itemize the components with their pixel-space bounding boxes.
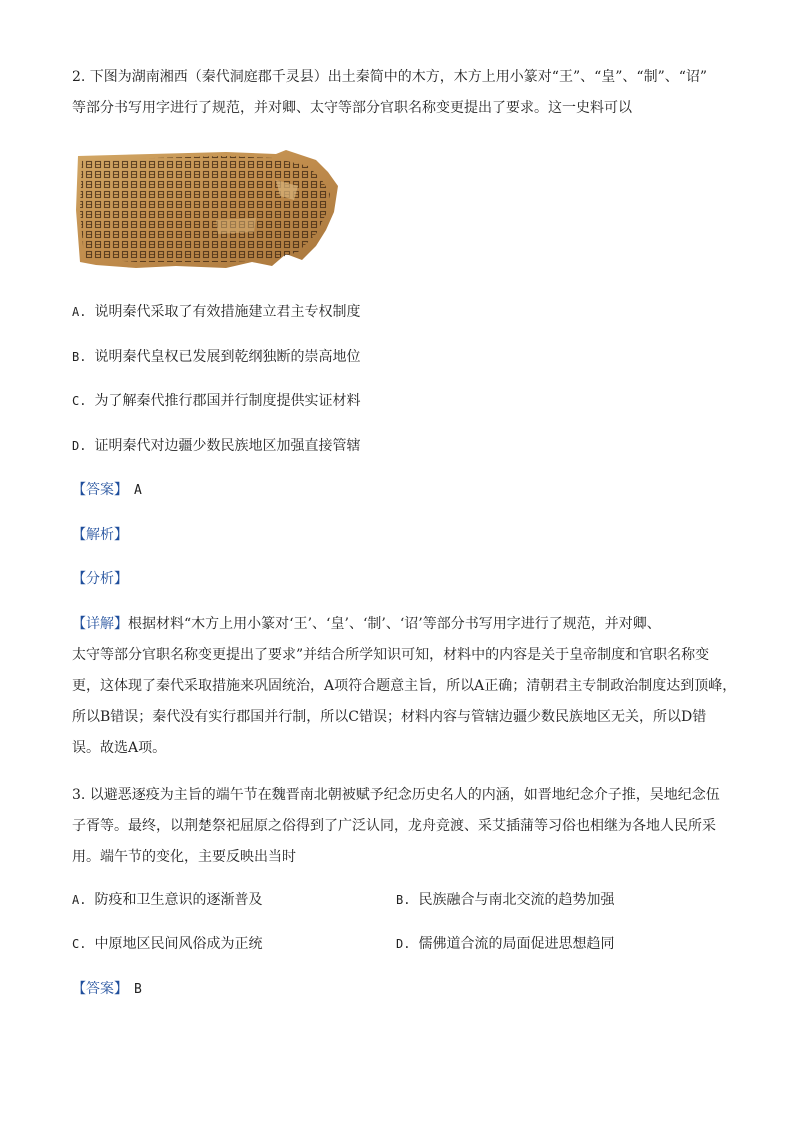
q2-detail-line-5: 误。故选A项。 <box>72 740 167 756</box>
qin-wooden-slip-image <box>76 150 339 270</box>
q2-analysis-tag <box>72 525 128 545</box>
q2-option-b <box>72 347 360 367</box>
q2-option-d <box>72 436 360 456</box>
option-label: C. <box>72 937 87 951</box>
q2-detail-line-2: 太守等部分官职名称变更提出了要求”并结合所学知识可知，材料中的内容是关于皇帝制度和官职名称变 <box>72 647 710 663</box>
option-label: C. <box>72 394 87 408</box>
option-text: 防疫和卫生意识的逐渐普及 <box>94 892 263 908</box>
q2-option-a <box>72 302 360 322</box>
q2-answer <box>72 480 142 501</box>
option-label: A. <box>72 305 87 319</box>
option-text: 证明秦代对边疆少数民族地区加强直接管辖 <box>94 438 361 454</box>
q3-stem-line-3: 用。端午节的变化，主要反映出当时 <box>72 849 296 865</box>
q3-option-d <box>396 934 614 954</box>
option-label: D. <box>72 439 87 453</box>
option-text: 为了解秦代推行郡国并行制度提供实证材料 <box>94 393 361 409</box>
q2-detail-line-4: 所以B错误；秦代没有实行郡国并行制，所以C错误；材料内容与管辖边疆少数民族地区无关，所以D错 <box>72 709 707 725</box>
q2-stem-line-2: 等部分书写用字进行了规范，并对卿、太守等部分官职名称变更提出了要求。这一史料可以 <box>72 100 632 116</box>
q3-stem-line-1: 3. 以避恶逐疫为主旨的端午节在魏晋南北朝被赋予纪念历史名人的内涵，如晋地纪念介子推，吴地纪念伍 <box>72 787 720 803</box>
option-text: 说明秦代采取了有效措施建立君主专权制度 <box>94 304 361 320</box>
q2-detail-line-1 <box>72 614 661 634</box>
detail-text: 根据材料“木方上用小篆对‘王’、‘皇’、‘制’、‘诏’等部分书写用字进行了规范，并对卿、 <box>128 616 661 632</box>
answer-tag: 【答案】 <box>72 482 128 498</box>
q3-answer <box>72 979 142 1000</box>
detail-tag: 【详解】 <box>72 616 128 632</box>
q2-stem-line-1: 2. 下图为湖南湘西（秦代洞庭郡千灵县）出土秦简中的木方，木方上用小篆对“王”、“皇”、“制”、“诏” <box>72 69 708 85</box>
fenxi-tag: 【分析】 <box>72 571 128 587</box>
option-label: A. <box>72 893 87 907</box>
option-text: 民族融合与南北交流的趋势加强 <box>418 892 615 908</box>
q2-fenxi-tag <box>72 569 128 589</box>
q3-option-a <box>72 890 262 910</box>
q3-stem-line-2: 子胥等。最终，以荆楚祭祀屈原之俗得到了广泛认同，龙舟竞渡、采艾插蒲等习俗也相继为各地人民所采 <box>72 818 716 834</box>
answer-value: B <box>134 982 142 997</box>
option-text: 中原地区民间风俗成为正统 <box>94 936 263 952</box>
q2-option-c <box>72 391 360 411</box>
option-label: B. <box>396 893 411 907</box>
option-label: B. <box>72 350 87 364</box>
option-label: D. <box>396 937 411 951</box>
option-text: 说明秦代皇权已发展到乾纲独断的崇高地位 <box>94 349 361 365</box>
option-text: 儒佛道合流的局面促进思想趋同 <box>418 936 615 952</box>
analysis-tag: 【解析】 <box>72 527 128 543</box>
q3-option-b <box>396 890 614 910</box>
answer-value: A <box>134 483 142 498</box>
q2-detail-line-3: 更，这体现了秦代采取措施来巩固统治，A项符合题意主旨，所以A正确；清朝君主专制政治制度达到顶峰， <box>72 678 737 694</box>
q3-option-c <box>72 934 262 954</box>
answer-tag: 【答案】 <box>72 981 128 997</box>
